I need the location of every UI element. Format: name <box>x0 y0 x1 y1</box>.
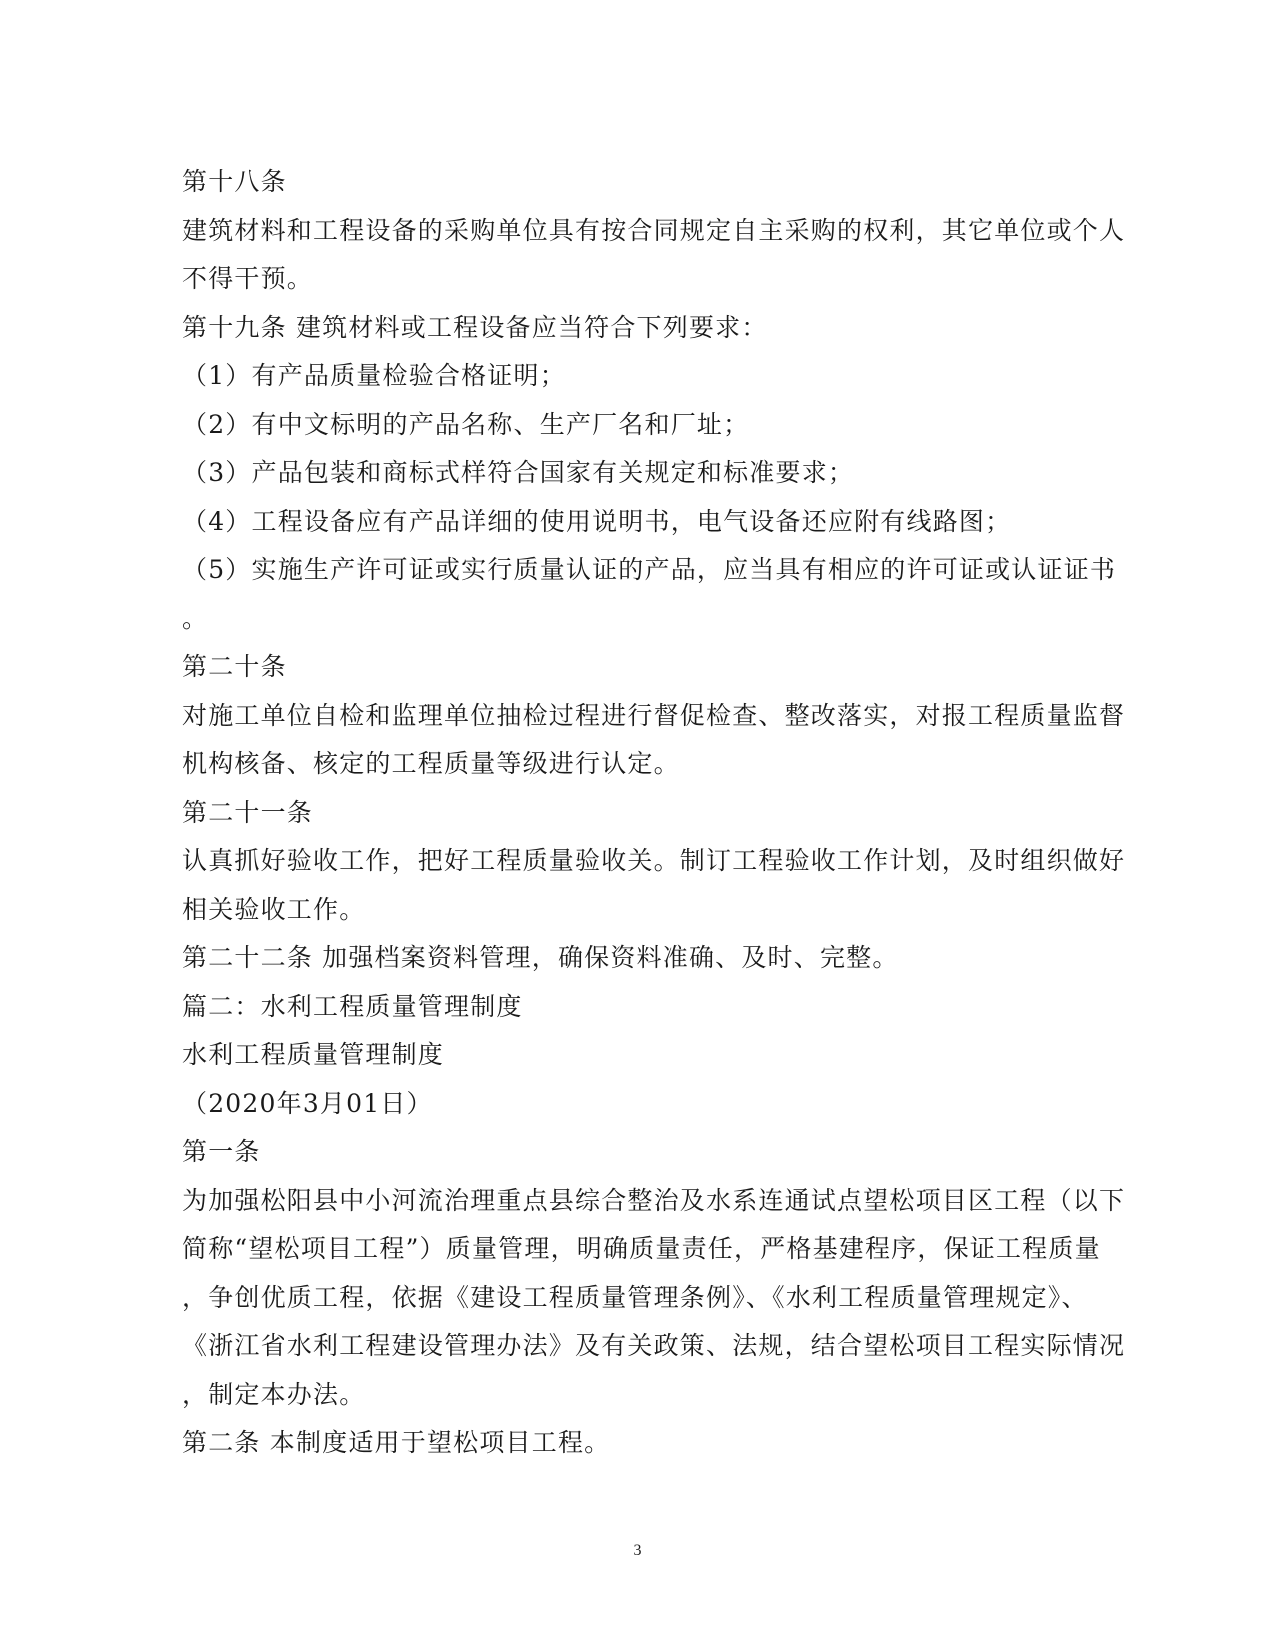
article-18-text-line-2: 不得干预。 <box>182 264 314 293</box>
article-20-heading: 第二十条 <box>182 652 287 681</box>
article-19-item-2: （2）有中文标明的产品名称、生产厂名和厂址； <box>182 409 750 439</box>
article-2: 第二条 本制度适用于望松项目工程。 <box>182 1428 611 1457</box>
article-1-text-line-5: ，制定本办法。 <box>182 1379 366 1409</box>
article-19-item-4: （4）工程设备应有产品详细的使用说明书，电气设备还应附有线路图； <box>182 506 1012 536</box>
article-20-text-line-2: 机构核备、核定的工程质量等级进行认定。 <box>182 749 680 778</box>
regulation-date: （2020年3月01日） <box>182 1088 433 1118</box>
part-two-heading: 篇二：水利工程质量管理制度 <box>182 991 523 1021</box>
article-22: 第二十二条 加强档案资料管理，确保资料准确、及时、完整。 <box>182 943 899 972</box>
article-1-text-line-1: 为加强松阳县中小河流治理重点县综合整治及水系连通试点望松项目区工程（以下 <box>182 1185 1126 1215</box>
article-21-heading: 第二十一条 <box>182 797 314 827</box>
regulation-title: 水利工程质量管理制度 <box>182 1040 445 1069</box>
article-19-item-5-line-2: 。 <box>182 603 209 633</box>
article-19-item-1: （1）有产品质量检验合格证明； <box>182 361 566 390</box>
article-20-text-line-1: 对施工单位自检和监理单位抽检过程进行督促检查、整改落实，对报工程质量监督 <box>182 700 1126 730</box>
document-body <box>182 158 1126 1468</box>
article-1-text-line-2: 简称“望松项目工程”）质量管理，明确质量责任，严格基建程序，保证工程质量 <box>182 1234 1101 1263</box>
article-18-heading: 第十八条 <box>182 167 287 196</box>
page-number: 3 <box>633 1542 642 1559</box>
article-19-item-5-line-1: （5）实施生产许可证或实行质量认证的产品，应当具有相应的许可证或认证证书 <box>182 555 1117 584</box>
article-1-text-line-4: 《浙江省水利工程建设管理办法》及有关政策、法规，结合望松项目工程实际情况 <box>182 1331 1126 1360</box>
article-18-text-line-1: 建筑材料和工程设备的采购单位具有按合同规定自主采购的权利，其它单位或个人 <box>182 215 1126 245</box>
article-19-heading: 第十九条 建筑材料或工程设备应当符合下列要求： <box>182 312 768 342</box>
article-21-text-line-2: 相关验收工作。 <box>182 894 366 924</box>
article-1-text-line-3: ，争创优质工程，依据《建设工程质量管理条例》、《水利工程质量管理规定》、 <box>182 1282 1088 1312</box>
article-21-text-line-1: 认真抓好验收工作，把好工程质量验收关。制订工程验收工作计划，及时组织做好 <box>182 846 1126 875</box>
article-1-heading: 第一条 <box>182 1137 261 1166</box>
article-19-item-3: （3）产品包装和商标式样符合国家有关规定和标准要求； <box>182 458 855 487</box>
